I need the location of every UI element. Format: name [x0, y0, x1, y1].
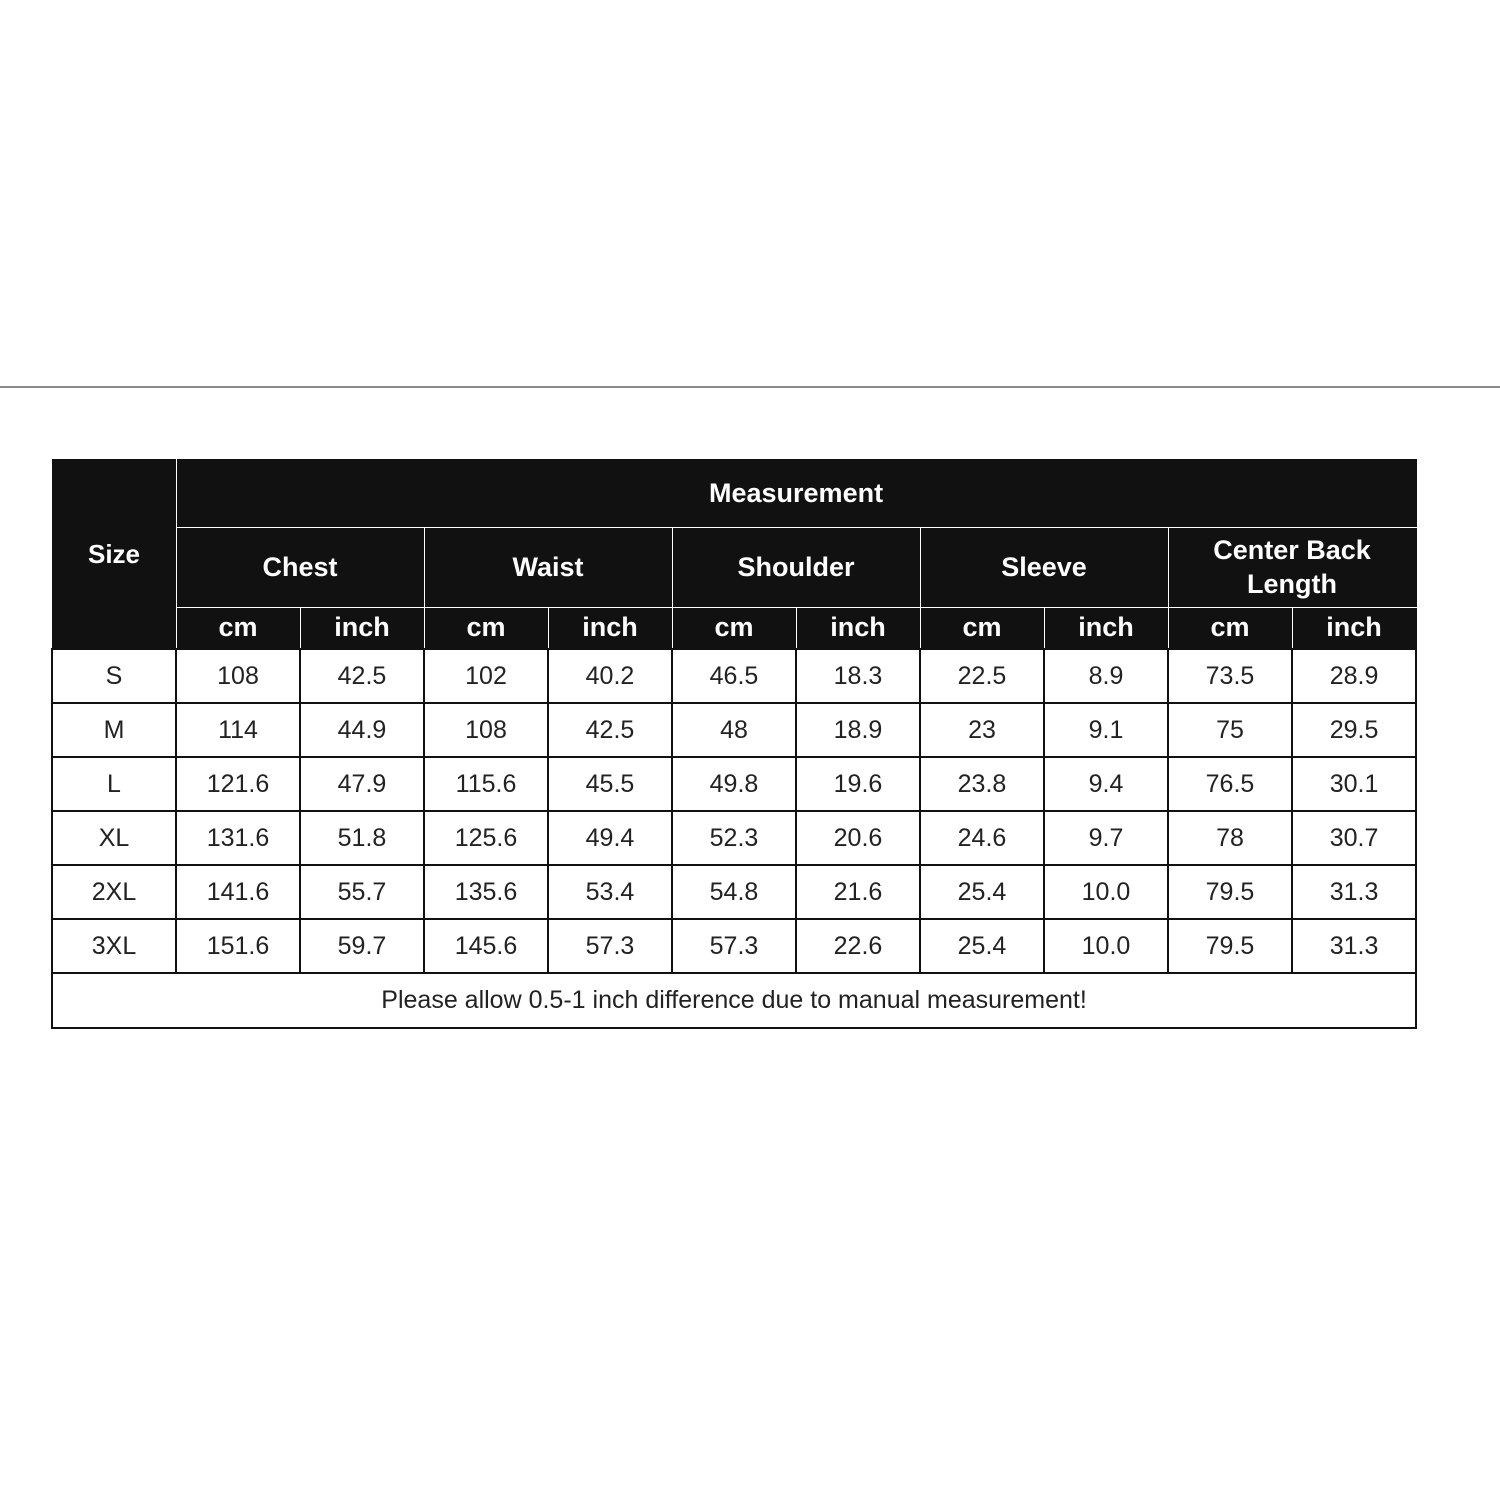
value-cell: 25.4: [920, 865, 1044, 919]
unit-header: inch: [1044, 608, 1168, 650]
table-row-m: [52, 703, 1416, 757]
header-row-units: [52, 608, 1416, 650]
measurement-header: Measurement: [176, 460, 1416, 528]
divider-line: [0, 386, 1500, 388]
value-cell: 76.5: [1168, 757, 1292, 811]
value-cell: 40.2: [548, 649, 672, 703]
value-cell: 30.7: [1292, 811, 1416, 865]
table-row-xl: [52, 811, 1416, 865]
value-cell: 9.7: [1044, 811, 1168, 865]
value-cell: 9.1: [1044, 703, 1168, 757]
value-cell: 23.8: [920, 757, 1044, 811]
header-row-measurement: [52, 460, 1416, 528]
value-cell: 22.6: [796, 919, 920, 973]
value-cell: 75: [1168, 703, 1292, 757]
value-cell: 57.3: [672, 919, 796, 973]
table-row-s: [52, 649, 1416, 703]
value-cell: 23: [920, 703, 1044, 757]
size-header: Size: [52, 460, 176, 650]
value-cell: 28.9: [1292, 649, 1416, 703]
value-cell: 51.8: [300, 811, 424, 865]
header-row-groups: [52, 528, 1416, 608]
size-cell: L: [52, 757, 176, 811]
group-header-shoulder: Shoulder: [672, 528, 920, 608]
size-cell: M: [52, 703, 176, 757]
value-cell: 20.6: [796, 811, 920, 865]
value-cell: 55.7: [300, 865, 424, 919]
unit-header: cm: [920, 608, 1044, 650]
value-cell: 151.6: [176, 919, 300, 973]
note-row: [52, 973, 1416, 1028]
value-cell: 79.5: [1168, 865, 1292, 919]
value-cell: 10.0: [1044, 919, 1168, 973]
value-cell: 31.3: [1292, 865, 1416, 919]
value-cell: 48: [672, 703, 796, 757]
size-cell: 2XL: [52, 865, 176, 919]
value-cell: 24.6: [920, 811, 1044, 865]
unit-header: inch: [796, 608, 920, 650]
size-chart-body: [52, 649, 1416, 1028]
value-cell: 21.6: [796, 865, 920, 919]
unit-header: inch: [300, 608, 424, 650]
value-cell: 114: [176, 703, 300, 757]
value-cell: 18.9: [796, 703, 920, 757]
value-cell: 25.4: [920, 919, 1044, 973]
value-cell: 19.6: [796, 757, 920, 811]
group-header-waist: Waist: [424, 528, 672, 608]
group-header-sleeve: Sleeve: [920, 528, 1168, 608]
value-cell: 57.3: [548, 919, 672, 973]
value-cell: 45.5: [548, 757, 672, 811]
value-cell: 125.6: [424, 811, 548, 865]
unit-header: cm: [424, 608, 548, 650]
unit-header: inch: [1292, 608, 1416, 650]
value-cell: 8.9: [1044, 649, 1168, 703]
size-cell: S: [52, 649, 176, 703]
value-cell: 135.6: [424, 865, 548, 919]
size-cell: 3XL: [52, 919, 176, 973]
value-cell: 18.3: [796, 649, 920, 703]
value-cell: 54.8: [672, 865, 796, 919]
value-cell: 10.0: [1044, 865, 1168, 919]
value-cell: 42.5: [548, 703, 672, 757]
size-chart-table: [51, 459, 1417, 1029]
value-cell: 30.1: [1292, 757, 1416, 811]
value-cell: 46.5: [672, 649, 796, 703]
group-header-chest: Chest: [176, 528, 424, 608]
value-cell: 59.7: [300, 919, 424, 973]
value-cell: 102: [424, 649, 548, 703]
unit-header: inch: [548, 608, 672, 650]
group-header-center-back-length: Center Back Length: [1168, 528, 1416, 608]
table-row-3xl: [52, 919, 1416, 973]
value-cell: 47.9: [300, 757, 424, 811]
value-cell: 22.5: [920, 649, 1044, 703]
unit-header: cm: [1168, 608, 1292, 650]
value-cell: 44.9: [300, 703, 424, 757]
value-cell: 9.4: [1044, 757, 1168, 811]
value-cell: 108: [424, 703, 548, 757]
value-cell: 115.6: [424, 757, 548, 811]
unit-header: cm: [176, 608, 300, 650]
measurement-note: Please allow 0.5-1 inch difference due to manual measurement!: [52, 973, 1416, 1028]
value-cell: 141.6: [176, 865, 300, 919]
table-row-2xl: [52, 865, 1416, 919]
value-cell: 73.5: [1168, 649, 1292, 703]
value-cell: 121.6: [176, 757, 300, 811]
value-cell: 49.8: [672, 757, 796, 811]
table-row-l: [52, 757, 1416, 811]
value-cell: 52.3: [672, 811, 796, 865]
value-cell: 53.4: [548, 865, 672, 919]
value-cell: 42.5: [300, 649, 424, 703]
value-cell: 29.5: [1292, 703, 1416, 757]
value-cell: 131.6: [176, 811, 300, 865]
value-cell: 145.6: [424, 919, 548, 973]
value-cell: 108: [176, 649, 300, 703]
value-cell: 79.5: [1168, 919, 1292, 973]
unit-header: cm: [672, 608, 796, 650]
size-cell: XL: [52, 811, 176, 865]
value-cell: 78: [1168, 811, 1292, 865]
value-cell: 31.3: [1292, 919, 1416, 973]
value-cell: 49.4: [548, 811, 672, 865]
